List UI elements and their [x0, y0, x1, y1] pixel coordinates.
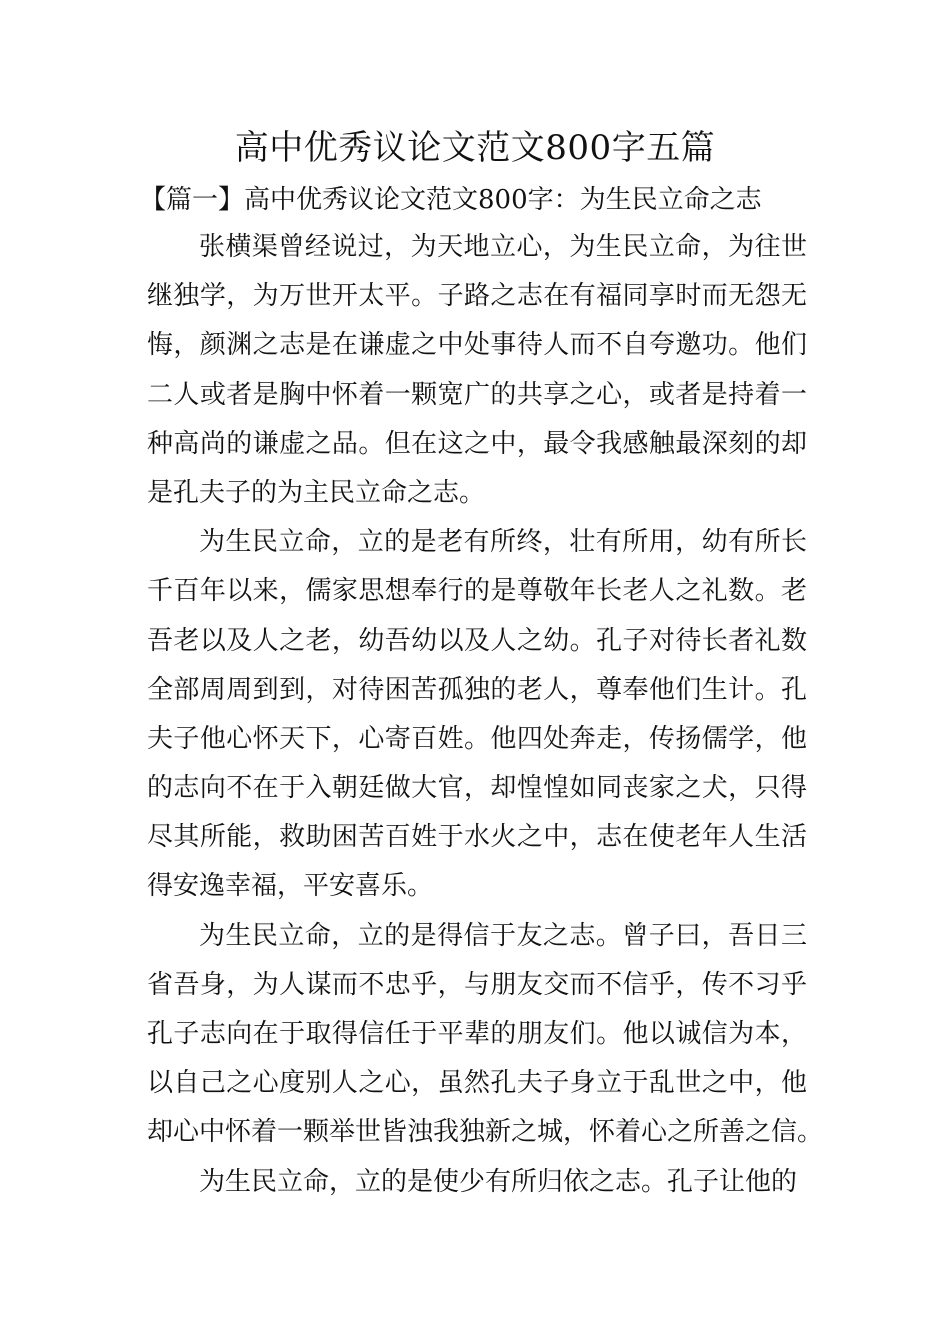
text-line: 继独学，为万世开太平。子路之志在有福同享时而无怨无 — [147, 281, 807, 312]
text-line: 悔，颜渊之志是在谦虚之中处事待人而不自夸邀功。他们 — [147, 330, 807, 361]
text-line: 全部周周到到，对待困苦孤独的老人，尊奉他们生计。孔 — [147, 674, 807, 705]
text-line: 为生民立命，立的是得信于友之志。曾子曰，吾日三 — [199, 920, 807, 951]
text-line: 夫子他心怀天下，心寄百姓。他四处奔走，传扬儒学，他 — [147, 723, 807, 754]
section-heading: 【篇一】高中优秀议论文范文800字：为生民立命之志 — [140, 185, 762, 215]
text-line: 为生民立命，立的是老有所终，壮有所用，幼有所长 — [199, 527, 807, 558]
text-line: 为生民立命，立的是使少有所归依之志。孔子让他的 — [199, 1166, 798, 1197]
paragraph — [147, 518, 807, 912]
text-line: 千百年以来，儒家思想奉行的是尊敬年长老人之礼数。老 — [147, 576, 807, 607]
text-line: 的志向不在于入朝廷做大官，却惶惶如同丧家之犬，只得 — [147, 773, 807, 804]
text-line: 却心中怀着一颗举世皆浊我独新之城，怀着心之所善之信。 — [147, 1117, 824, 1148]
text-line: 以自己之心度别人之心，虽然孔夫子身立于乱世之中，他 — [147, 1068, 807, 1099]
text-line: 得安逸幸福，平安喜乐。 — [147, 871, 434, 902]
document-title: 高中优秀议论文范文800字五篇 — [234, 128, 716, 168]
text-line: 吾老以及人之老，幼吾幼以及人之幼。孔子对待长者礼数 — [147, 625, 807, 656]
text-line: 种高尚的谦虚之品。但在这之中，最令我感触最深刻的却 — [147, 428, 807, 459]
text-line: 孔子志向在于取得信任于平辈的朋友们。他以诚信为本， — [147, 1019, 807, 1049]
text-line: 是孔夫子的为主民立命之志。 — [147, 477, 486, 508]
text-line: 尽其所能，救助困苦百姓于水火之中，志在使老年人生活 — [147, 822, 807, 853]
paragraph — [147, 1158, 807, 1207]
text-line: 二人或者是胸中怀着一颗宽广的共享之心，或者是持着一 — [147, 379, 807, 410]
paragraph — [147, 223, 807, 518]
paragraph — [147, 912, 824, 1158]
text-line: 张横渠曾经说过，为天地立心，为生民立命，为往世 — [199, 232, 807, 262]
text-line: 省吾身，为人谋而不忠乎，与朋友交而不信乎，传不习乎 — [147, 969, 807, 1000]
document-body — [147, 223, 824, 1207]
